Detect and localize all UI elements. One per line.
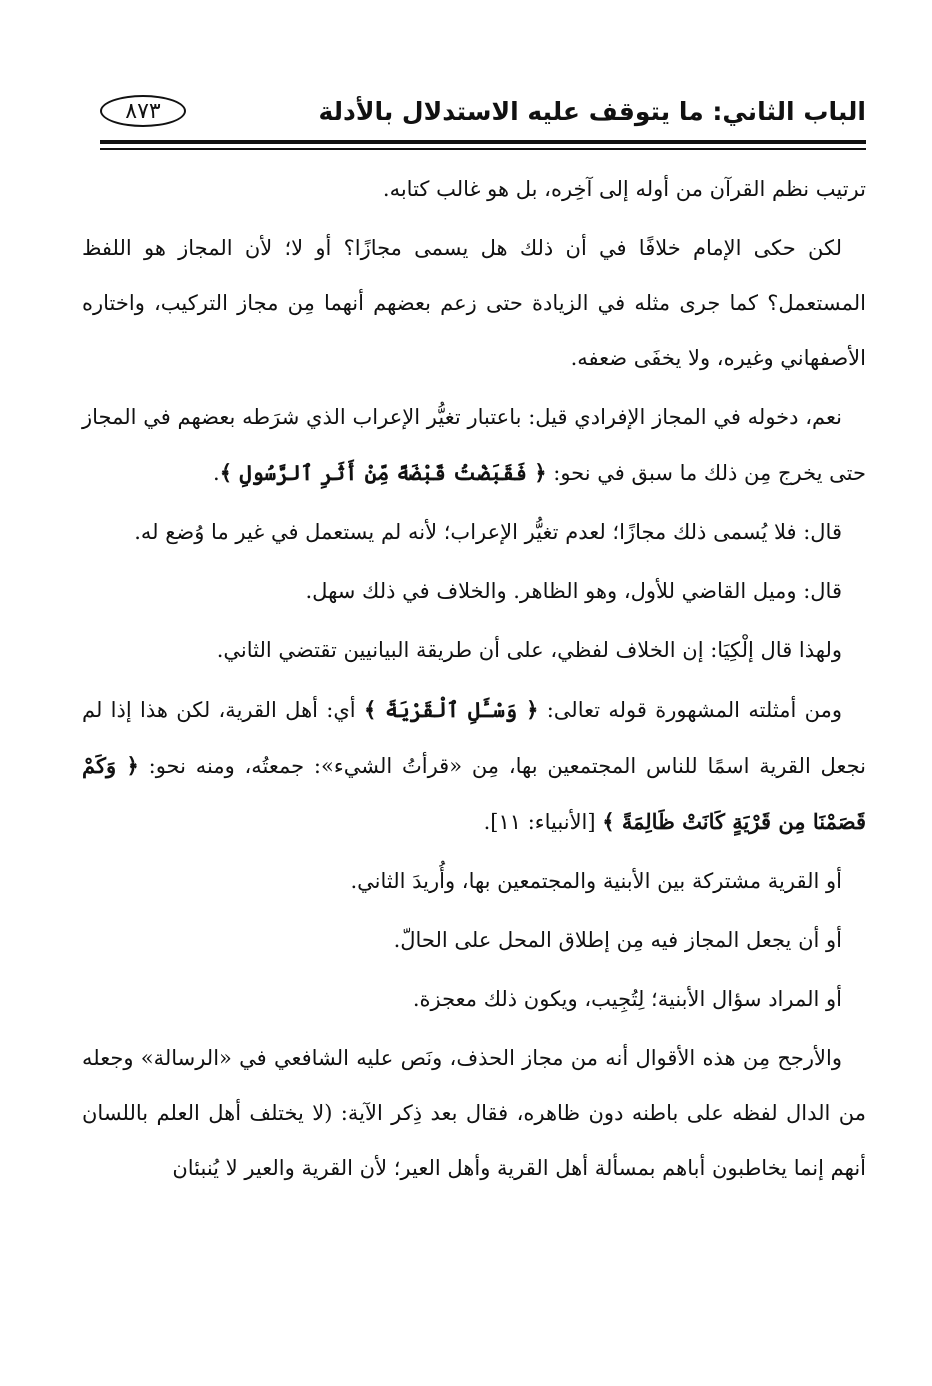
paragraph: والأرجح مِن هذه الأقوال أنه من مجاز الحذف، ونَص عليه الشافعي في «الرسالة» وجعله من الدال لفظه على باطنه دون ظاهره، فقال بعد ذِكر الآية: (لا يختلف أهل العلم باللسان أنهم إنما يخاطبون أباهم بمسألة أهل القرية وأهل العير؛ لأن القرية والعير لا يُنبئان — [82, 1046, 866, 1180]
running-header — [100, 86, 866, 136]
chapter-title: الباب الثاني: ما يتوقف عليه الاستدلال بالأدلة — [318, 96, 866, 126]
quran-verse: ﴿ وَسْـَٔلِ ٱلْقَرْيَةَ ﴾ — [363, 697, 539, 722]
paragraph — [82, 682, 866, 850]
paragraph-text: أي: أهل القرية، لكن هذا إذا لم نجعل القرية اسمًا للناس المجتمعين بها، مِن «قرأتُ الشيء»: جمعتُه، ومنه نحو: — [82, 698, 866, 778]
paragraph: قال: وميل القاضي للأول، وهو الظاهر. والخلاف في ذلك سهل. — [305, 579, 842, 603]
quran-verse: ﴿ وَكَمْ قَصَمْنَا مِن قَرْيَةٍ كَانَتْ ظَالِمَةً ﴾ — [82, 753, 866, 834]
paragraph: ترتيب نظم القرآن من أوله إلى آخِره، بل هو غالب كتابه. — [382, 177, 866, 201]
paragraph-text: . — [213, 461, 220, 485]
quran-verse: ﴿ فَقَبَضْتُ قَبْضَةً مِّنْ أَثَرِ ٱلرَّسُولِ ﴾ — [219, 460, 547, 485]
header-rule-thin — [100, 148, 866, 150]
paragraph: أو القرية مشتركة بين الأبنية والمجتمعين بها، وأُريدَ الثاني. — [350, 869, 842, 893]
paragraph — [82, 390, 866, 501]
paragraph: لكن حكى الإمام خلافًا في أن ذلك هل يسمى مجازًا؟ أو لا؛ لأن المجاز هو اللفظ المستعمل؟ كما جرى مثله في الزيادة حتى زعم بعضهم أنهما مِن مجاز التركيب، واختاره الأصفهاني وغيره، ولا يخفَى ضعفه. — [82, 236, 866, 370]
header-rule-thick — [100, 140, 866, 144]
page-number: ٨٧٣ — [100, 95, 186, 127]
paragraph: أو المراد سؤال الأبنية؛ لِتُجِيب، ويكون ذلك معجزة. — [412, 987, 842, 1011]
body-text — [82, 162, 866, 1200]
verse-reference: [الأنبياء: ١١]. — [483, 810, 603, 834]
paragraph: أو أن يجعل المجاز فيه مِن إطلاق المحل على الحالّ. — [393, 928, 842, 952]
paragraph: قال: فلا يُسمى ذلك مجازًا؛ لعدم تغيُّر الإعراب؛ لأنه لم يستعمل في غير ما وُضع له. — [134, 520, 842, 544]
paragraph: ولهذا قال إلْكِيَا: إن الخلاف لفظي، على أن طريقة البيانيين تقتضي الثاني. — [216, 638, 842, 662]
paragraph-text: نعم، دخوله في المجاز الإفرادي قيل: باعتبار تغيُّر الإعراب الذي شرَطه بعضهم في المجاز حتى يخرج مِن ذلك ما سبق في نحو: — [82, 405, 866, 485]
paragraph-text: ومن أمثلته المشهورة قوله تعالى: — [538, 698, 842, 722]
